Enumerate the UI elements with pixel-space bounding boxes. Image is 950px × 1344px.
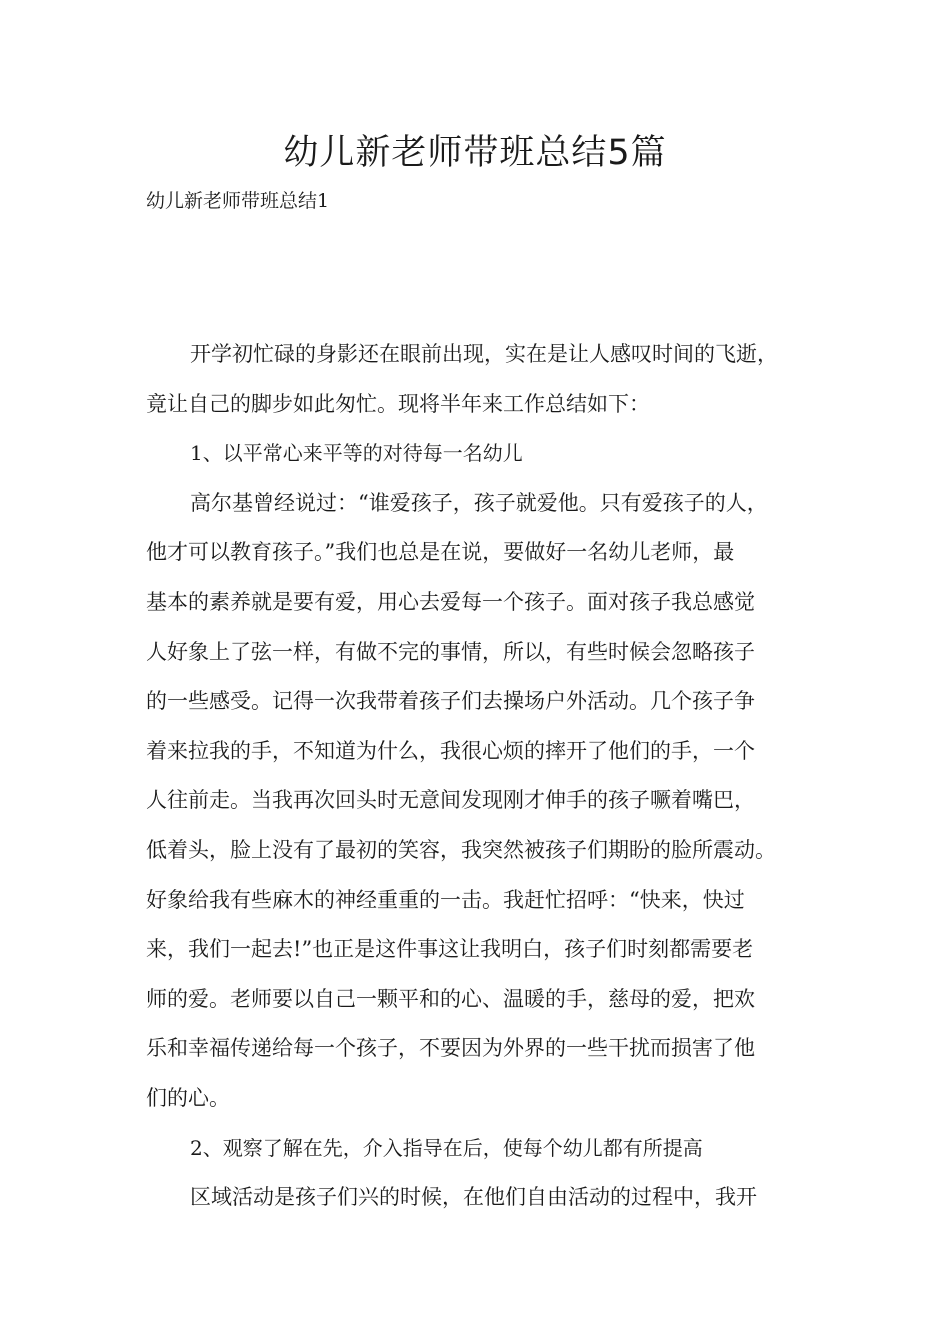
paragraph-line: 基本的素养就是要有爱，用心去爱每一个孩子。面对孩子我总感觉 <box>146 589 755 614</box>
paragraph-line: 高尔基曾经说过：“谁爱孩子，孩子就爱他。只有爱孩子的人， <box>190 490 768 515</box>
paragraph-line: 人往前走。当我再次回头时无意间发现刚才伸手的孩子噘着嘴巴， <box>146 788 755 813</box>
section-item-heading: 2、观察了解在先，介入指导在后，使每个幼儿都有所提高 <box>190 1135 703 1160</box>
paragraph-line: 着来拉我的手，不知道为什么，我很心烦的摔开了他们的手，一个 <box>146 738 755 763</box>
document-title: 幼儿新老师带班总结5篇 <box>283 133 667 173</box>
paragraph-line: 竟让自己的脚步如此匆忙。现将半年来工作总结如下： <box>146 391 650 416</box>
section-heading: 幼儿新老师带班总结1 <box>146 190 330 212</box>
section-item-heading: 1、以平常心来平等的对待每一名幼儿 <box>190 441 523 466</box>
paragraph-line: 来，我们一起去!”也正是这件事这让我明白，孩子们时刻都需要老 <box>146 937 754 962</box>
paragraph-line: 低着头，脸上没有了最初的笑容，我突然被孩子们期盼的脸所震动。 <box>146 837 776 862</box>
body-text <box>146 330 830 1223</box>
paragraph-line: 们的心。 <box>146 1085 230 1110</box>
paragraph-line: 的一些感受。记得一次我带着孩子们去操场户外活动。几个孩子争 <box>146 689 755 714</box>
paragraph-line: 师的爱。老师要以自己一颗平和的心、温暖的手，慈母的爱，把欢 <box>146 986 755 1011</box>
paragraph-line: 他才可以教育孩子。”我们也总是在说，要做好一名幼儿老师，最 <box>146 540 735 565</box>
paragraph-line: 乐和幸福传递给每一个孩子，不要因为外界的一些干扰而损害了他 <box>146 1036 755 1061</box>
paragraph-line: 人好象上了弦一样，有做不完的事情，所以，有些时候会忽略孩子 <box>146 639 755 664</box>
paragraph-line: 开学初忙碌的身影还在眼前出现，实在是让人感叹时间的飞逝， <box>190 342 778 366</box>
paragraph-line: 区域活动是孩子们兴的时候，在他们自由活动的过程中，我开 <box>190 1185 757 1210</box>
paragraph-line: 好象给我有些麻木的神经重重的一击。我赶忙招呼：“快来，快过 <box>146 887 745 912</box>
